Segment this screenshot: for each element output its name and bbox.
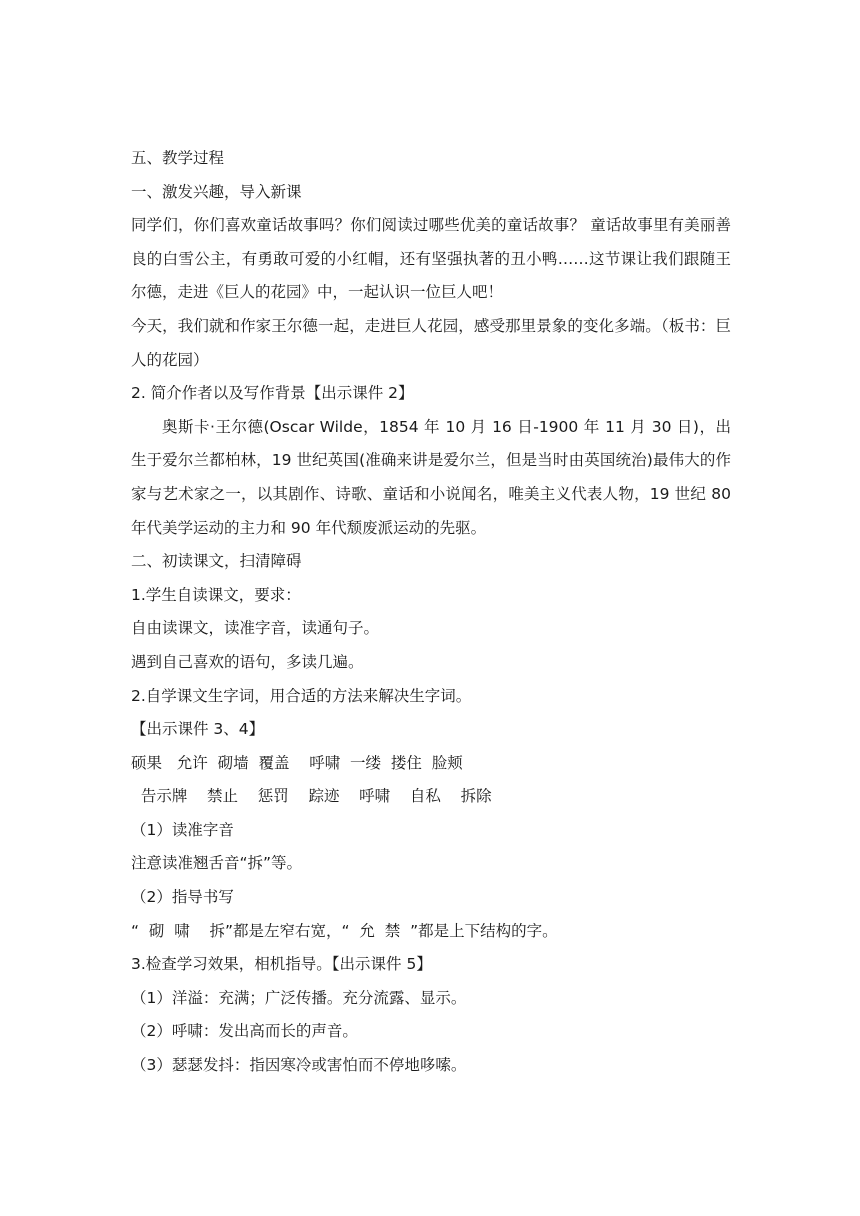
step1-heading: 1.学生自读课文，要求：	[131, 585, 301, 604]
part2-heading: 二、初读课文，扫清障碍	[131, 552, 302, 571]
step1-requirement-2: 遇到自己喜欢的语句，多读几遍。	[131, 652, 364, 671]
intro-paragraph: 同学们，你们喜欢童话故事吗？你们阅读过哪些优美的童话故事？ 童话故事里有美丽善良的白雪公主，有勇敢可爱的小红帽，还有坚强执著的丑小鸭……这节课让我们跟随王尔德，走进《巨人的花园》中，一起认识一位巨人吧！	[131, 216, 731, 302]
author-paragraph: 奥斯卡·王尔德(Oscar Wilde，1854 年 10 月 16 日-1900 年 11 月 30 日)，出生于爱尔兰都柏林，19 世纪英国(准确来讲是爱尔兰，但是当时由英国统治)最伟大的作家与艺术家之一，以其剧作、诗歌、童话和小说闻名，唯美主义代表人物，19 世纪 80 年代美学运动的主力和 90 年代颓废派运动的先驱。	[131, 417, 731, 537]
step3-heading: 3.检查学习效果，相机指导。【出示课件 5】	[131, 955, 432, 974]
definition-2: （2）呼啸：发出高而长的声音。	[131, 1022, 358, 1041]
author-heading: 2. 简介作者以及写作背景【出示课件 2】	[131, 384, 414, 403]
step1-requirement-1: 自由读课文，读准字音，读通句子。	[131, 619, 380, 638]
sub1-text: 注意读准翘舌音“拆”等。	[131, 854, 303, 873]
slides-3-4-label: 【出示课件 3、4】	[131, 720, 265, 739]
section-title: 五、教学过程	[131, 149, 225, 167]
vocabulary-row-2: 告示牌 禁止 惩罚 踪迹 呼啸 自私 拆除	[131, 787, 492, 806]
sub1-heading: （1）读准字音	[131, 820, 234, 839]
definition-1: （1）洋溢：充满；广泛传播。充分流露、显示。	[131, 988, 467, 1007]
part1-heading: 一、激发兴趣，导入新课	[131, 182, 302, 201]
document-body	[131, 142, 731, 1083]
sub2-text: “ 砌 啸 拆”都是左窄右宽，“ 允 禁 ”都是上下结构的字。	[131, 921, 558, 940]
today-paragraph: 今天，我们就和作家王尔德一起，走进巨人花园，感受那里景象的变化多端。（板书：巨人的花园）	[131, 316, 731, 369]
definition-3: （3）瑟瑟发抖：指因寒冷或害怕而不停地哆嗦。	[131, 1056, 467, 1075]
vocabulary-row-1: 硕果 允许 砌墙 覆盖 呼啸 一缕 搂住 脸颊	[131, 753, 463, 772]
sub2-heading: （2）指导书写	[131, 888, 234, 907]
step2-heading: 2.自学课文生字词，用合适的方法来解决生字词。	[131, 686, 472, 705]
